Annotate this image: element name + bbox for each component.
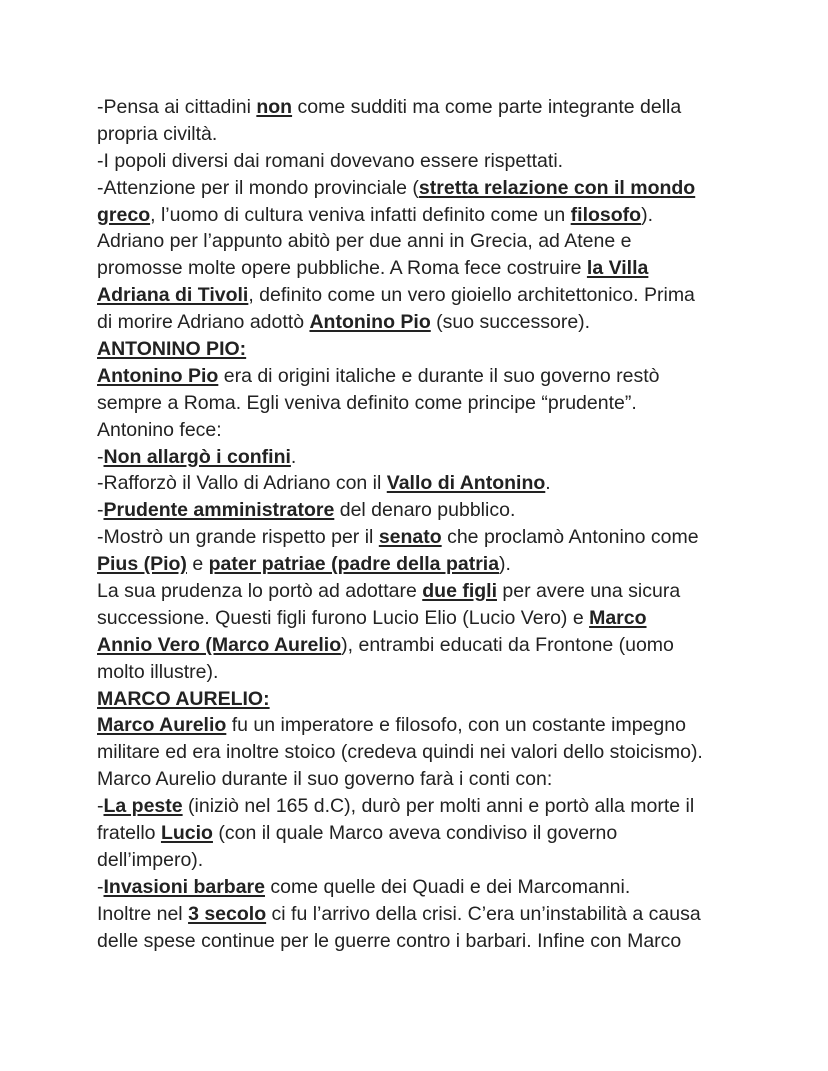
text-segment: fratello [97,822,161,845]
text-segment: come quelle dei Quadi e dei Marcomanni. [264,875,631,898]
text-segment: Marco Aurelio durante il suo governo farà i conti con: [97,768,553,791]
bold-underlined-text: non [256,96,293,118]
bold-underlined-text: Antonino Pio [309,311,431,334]
text-line [97,928,737,955]
text-line [97,309,737,336]
text-line [97,659,737,686]
text-segment: . [545,472,551,495]
bold-underlined-text: la Villa [586,257,649,280]
bold-underlined-text: Prudente amministratore [103,499,335,522]
text-segment: ), entrambi educati da Frontone (uomo [341,633,674,656]
text-segment: sempre a Roma. Egli veniva definito come principe “prudente”. [97,391,637,414]
text-segment: , l’uomo di cultura veniva infatti definito come un [150,203,571,226]
text-segment: del denaro pubblico. [334,499,516,522]
bold-underlined-text: MARCO AURELIO: [97,687,270,710]
text-line [97,712,737,739]
bold-underlined-text: senato [378,526,442,549]
text-line [97,551,737,578]
text-segment: . [290,445,297,468]
text-line [97,175,737,202]
text-segment: Inoltre nel [97,902,189,925]
text-segment: era di origini italiche e durante il suo governo restò [218,364,660,387]
text-segment: per avere una sicura [497,580,681,603]
text-line [97,390,737,417]
text-segment: - [97,445,104,468]
text-line [97,793,737,820]
text-segment: militare ed era inoltre stoico (credeva quindi nei valori dello stoicismo). [97,741,703,764]
text-line [97,336,737,363]
text-segment: fu un imperatore e filosofo, con un costante impegno [226,714,686,737]
bold-underlined-text: Vallo di Antonino [386,472,546,495]
text-segment: che proclamò Antonino come [441,526,699,549]
text-segment: Antonino fece: [97,418,222,441]
text-line [97,470,737,497]
text-line [97,94,737,121]
bold-underlined-text: ANTONINO PIO: [97,338,247,361]
text-segment: successione. Questi figli furono Lucio Elio (Lucio Vero) e [97,606,590,629]
text-segment: (iniziò nel 165 d.C), durò per molti anni e portò alla morte il [182,795,695,818]
bold-underlined-text: greco [97,203,151,226]
bold-underlined-text: filosofo [570,203,642,226]
text-line [97,202,737,229]
text-line [97,766,737,793]
text-segment: propria civiltà. [97,122,218,145]
text-segment: La sua prudenza lo portò ad adottare [97,580,423,603]
text-segment: ci fu l’arrivo della crisi. C’era un’instabilità a causa [266,902,701,925]
bold-underlined-text: Annio Vero (Marco Aurelio [97,633,342,656]
text-segment: di morire Adriano adottò [97,311,310,334]
text-line [97,255,737,282]
text-segment: -Rafforzò il Vallo di Adriano con il [97,472,387,495]
text-segment: - [97,499,104,522]
text-line [97,148,737,175]
text-segment: -Mostrò un grande rispetto per il [97,526,379,549]
text-segment: come sudditi ma come parte integrante della [292,96,682,118]
text-line [97,686,737,713]
bold-underlined-text: 3 secolo [188,902,267,925]
text-line [97,847,737,874]
text-line [97,121,737,148]
bold-underlined-text: Pius (Pio) [97,553,187,576]
text-segment: -I popoli diversi dai romani dovevano essere rispettati. [97,149,564,172]
text-segment: ). [499,553,511,576]
text-line [97,444,737,471]
text-segment: Adriano per l’appunto abitò per due anni in Grecia, ad Atene e [97,230,632,253]
text-line [97,605,737,632]
text-segment: - [97,795,104,818]
bold-underlined-text: Invasioni barbare [103,875,265,898]
text-segment: promosse molte opere pubbliche. A Roma fece costruire [97,257,587,280]
bold-underlined-text: stretta relazione con il mondo [418,176,696,199]
text-line [97,524,737,551]
text-segment: delle spese continue per le guerre contro i barbari. Infine con Marco [97,929,682,952]
text-segment: e [186,553,209,576]
text-segment: , definito come un vero gioiello architettonico. Prima [248,284,695,307]
text-segment: molto illustre). [97,660,219,683]
text-line [97,739,737,766]
text-segment: (suo successore). [430,311,591,334]
text-segment: - [97,875,104,898]
text-line [97,228,737,255]
text-line [97,282,737,309]
text-line [97,363,737,390]
text-segment: -Attenzione per il mondo provinciale ( [97,176,419,199]
text-line [97,820,737,847]
bold-underlined-text: Antonino Pio [97,364,219,387]
text-line [97,901,737,928]
document-body [97,94,737,955]
text-segment: dell’impero). [97,848,204,871]
bold-underlined-text: Non allargò i confini [103,445,291,468]
bold-underlined-text: Marco Aurelio [97,714,227,737]
bold-underlined-text: pater patriae (padre della patria [208,553,500,576]
text-line [97,417,737,444]
bold-underlined-text: Marco [589,606,647,629]
text-line [97,497,737,524]
text-line [97,632,737,659]
bold-underlined-text: due figli [422,580,497,603]
text-line [97,874,737,901]
bold-underlined-text: Lucio [160,822,213,845]
text-segment: ). [641,203,653,226]
bold-underlined-text: La peste [103,795,183,818]
text-line [97,578,737,605]
text-segment: -Pensa ai cittadini [97,96,257,118]
text-segment: (con il quale Marco aveva condiviso il governo [212,822,618,845]
bold-underlined-text: Adriana di Tivoli [97,284,249,307]
